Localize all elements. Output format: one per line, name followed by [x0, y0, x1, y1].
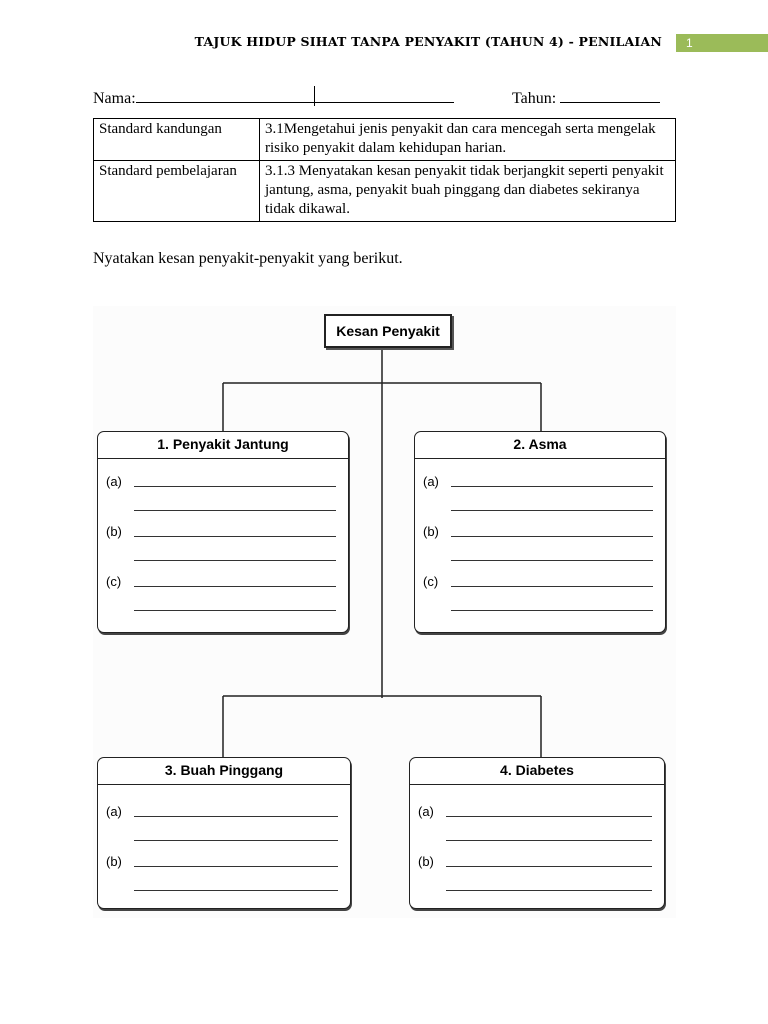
item-letter: (c) — [423, 574, 439, 589]
answer-line[interactable] — [134, 610, 336, 611]
standard-kandungan-label: Standard kandungan — [94, 119, 260, 161]
header-title: TAJUK HIDUP SIHAT TANPA PENYAKIT (TAHUN 4) - PENILAIAN — [194, 34, 662, 49]
box-title: 4. Diabetes — [410, 758, 664, 785]
item-letter: (b) — [418, 854, 434, 869]
tahun-label: Tahun: — [512, 90, 557, 107]
answer-line[interactable] — [451, 610, 653, 611]
tahun-blank[interactable] — [560, 88, 660, 103]
answer-line[interactable] — [134, 536, 336, 537]
answer-line[interactable] — [134, 510, 336, 511]
box-buah-pinggang — [97, 757, 351, 909]
table-row — [94, 161, 676, 222]
tahun-field[interactable] — [512, 88, 660, 108]
answer-line[interactable] — [451, 510, 653, 511]
answer-line[interactable] — [134, 586, 336, 587]
page-number-badge: 1 — [676, 34, 768, 52]
item-letter: (b) — [106, 854, 122, 869]
standard-kandungan-text: 3.1Mengetahui jenis penyakit dan cara mencegah serta mengelak risiko penyakit dalam kehidupan harian. — [260, 119, 676, 161]
item-letter: (b) — [106, 524, 122, 539]
root-box-kesan-penyakit: Kesan Penyakit — [324, 314, 452, 348]
effects-diagram — [93, 306, 676, 918]
item-letter: (a) — [106, 804, 122, 819]
answer-line[interactable] — [134, 890, 338, 891]
answer-line[interactable] — [451, 560, 653, 561]
item-letter: (a) — [418, 804, 434, 819]
item-letter: (a) — [423, 474, 439, 489]
box-title: 2. Asma — [415, 432, 665, 459]
item-letter: (a) — [106, 474, 122, 489]
text-cursor — [314, 86, 315, 106]
item-letter: (c) — [106, 574, 122, 589]
answer-line[interactable] — [446, 816, 652, 817]
answer-line[interactable] — [451, 486, 653, 487]
standard-pembelajaran-text: 3.1.3 Menyatakan kesan penyakit tidak berjangkit seperti penyakit jantung, asma, penyakit buah pinggang dan diabetes sekiranya tidak dikawal. — [260, 161, 676, 222]
answer-line[interactable] — [134, 486, 336, 487]
answer-line[interactable] — [134, 816, 338, 817]
nama-field[interactable] — [93, 88, 454, 108]
answer-line[interactable] — [446, 890, 652, 891]
answer-line[interactable] — [446, 840, 652, 841]
standard-pembelajaran-label: Standard pembelajaran — [94, 161, 260, 222]
box-diabetes — [409, 757, 665, 909]
box-title: 1. Penyakit Jantung — [98, 432, 348, 459]
instruction-text: Nyatakan kesan penyakit-penyakit yang berikut. — [93, 250, 403, 267]
item-letter: (b) — [423, 524, 439, 539]
answer-line[interactable] — [446, 866, 652, 867]
answer-line[interactable] — [451, 536, 653, 537]
answer-line[interactable] — [134, 560, 336, 561]
answer-line[interactable] — [451, 586, 653, 587]
nama-label: Nama: — [93, 90, 136, 107]
box-asma — [414, 431, 666, 633]
standards-table — [93, 118, 676, 222]
answer-line[interactable] — [134, 840, 338, 841]
box-title: 3. Buah Pinggang — [98, 758, 350, 785]
table-row — [94, 119, 676, 161]
nama-blank[interactable] — [136, 88, 454, 103]
answer-line[interactable] — [134, 866, 338, 867]
box-penyakit-jantung — [97, 431, 349, 633]
